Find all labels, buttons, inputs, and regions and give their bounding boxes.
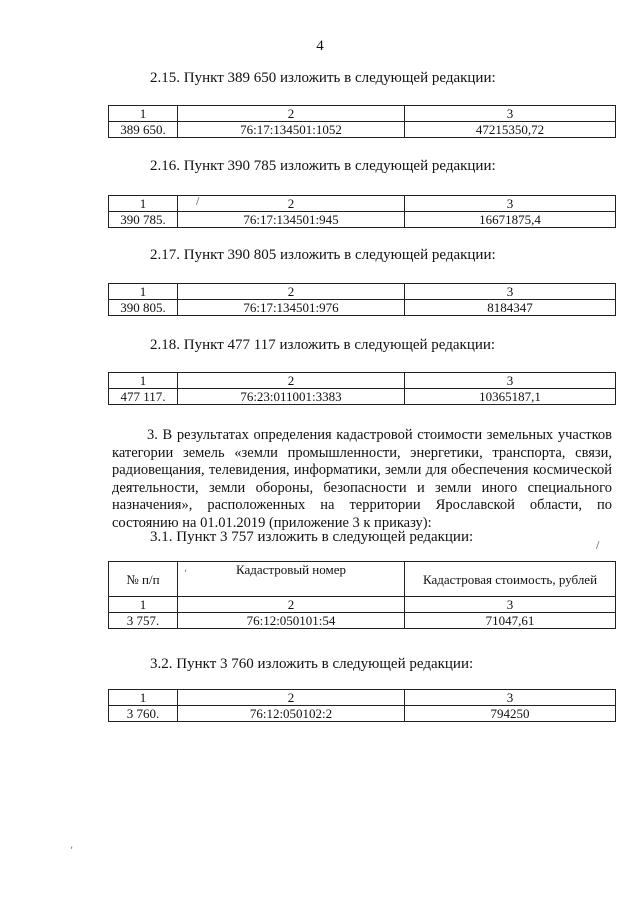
item-number-cell: 3 760. <box>109 706 178 722</box>
col-2-header: 2 <box>178 690 405 706</box>
cadastral-value-cell: 10365187,1 <box>405 389 616 405</box>
table-header-row <box>109 373 616 389</box>
scan-mark: / <box>196 196 200 207</box>
col-3-header: 3 <box>405 690 616 706</box>
col-3-header: 3 <box>405 196 616 212</box>
table-header-row <box>109 284 616 300</box>
table-3-2 <box>108 689 616 722</box>
page-number: 4 <box>316 38 324 54</box>
col-1-header: 1 <box>109 196 178 212</box>
item-number-cell: 389 650. <box>109 122 178 138</box>
table-header-row <box>109 196 616 212</box>
table-row <box>109 122 616 138</box>
col-number-title: № п/п <box>109 562 178 597</box>
col-1-header: 1 <box>109 284 178 300</box>
heading-2-17: 2.17. Пункт 390 805 изложить в следующей редакции: <box>150 247 496 263</box>
col-2-header: 2 <box>178 284 405 300</box>
cadastral-number-cell: 76:12:050101:54 <box>178 613 405 629</box>
cadastral-number-cell: 76:17:134501:1052 <box>178 122 405 138</box>
item-number-cell: 477 117. <box>109 389 178 405</box>
cadastral-value-cell: 8184347 <box>405 300 616 316</box>
col-3-header: 3 <box>405 284 616 300</box>
cadastral-value-cell: 71047,61 <box>405 613 616 629</box>
cadastral-number-cell: 76:12:050102:2 <box>178 706 405 722</box>
table-row <box>109 613 616 629</box>
cadastral-value-cell: 794250 <box>405 706 616 722</box>
scan-mark: , <box>70 840 74 851</box>
table-row <box>109 389 616 405</box>
col-1-header: 1 <box>109 690 178 706</box>
table-row <box>109 212 616 228</box>
table-2-16 <box>108 195 616 228</box>
table-header-row <box>109 690 616 706</box>
heading-2-18: 2.18. Пункт 477 117 изложить в следующей редакции: <box>150 337 496 353</box>
col-3-header: 3 <box>405 373 616 389</box>
col-cadastral-value-title: Кадастровая стоимость, рублей <box>405 562 616 597</box>
cadastral-value-cell: 47215350,72 <box>405 122 616 138</box>
col-2-header: 2 <box>178 373 405 389</box>
item-number-cell: 3 757. <box>109 613 178 629</box>
col-cadastral-number-title: Кадастровый номер <box>178 562 405 597</box>
item-number-cell: 390 805. <box>109 300 178 316</box>
table-2-17 <box>108 283 616 316</box>
cadastral-number-cell: 76:23:011001:3383 <box>178 389 405 405</box>
scan-mark: / <box>596 540 600 551</box>
col-3-header: 3 <box>405 106 616 122</box>
col-2-header: 2 <box>178 196 405 212</box>
col-2-header: 2 <box>178 106 405 122</box>
col-3-header: 3 <box>405 597 616 613</box>
table-row <box>109 300 616 316</box>
paragraph-3 <box>112 427 612 533</box>
heading-3-2: 3.2. Пункт 3 760 изложить в следующей редакции: <box>150 656 474 672</box>
heading-2-16: 2.16. Пункт 390 785 изложить в следующей редакции: <box>150 158 496 174</box>
item-number-cell: 390 785. <box>109 212 178 228</box>
cadastral-number-cell: 76:17:134501:945 <box>178 212 405 228</box>
cadastral-number-cell: 76:17:134501:976 <box>178 300 405 316</box>
col-1-header: 1 <box>109 106 178 122</box>
heading-3-1: 3.1. Пункт 3 757 изложить в следующей редакции: <box>150 529 474 545</box>
col-1-header: 1 <box>109 373 178 389</box>
table-row <box>109 706 616 722</box>
table-2-15 <box>108 105 616 138</box>
cadastral-value-cell: 16671875,4 <box>405 212 616 228</box>
table-2-18 <box>108 372 616 405</box>
col-2-header: 2 <box>178 597 405 613</box>
heading-2-15: 2.15. Пункт 389 650 изложить в следующей редакции: <box>150 70 496 86</box>
table-header-row <box>109 106 616 122</box>
paragraph-3-text: 3. В результатах определения кадастровой стоимости земельных участков категории земель «земли промышленности, энергетики, транспорта, связи, радиовещания, телевидения, информатики, земли для обеспечения космической деятельности, земли обороны, безопасности и земли иного специального назначения», расположенных на территории Ярославской области, по состоянию на 01.01.2019 (приложение 3 к приказу): <box>112 427 612 531</box>
col-1-header: 1 <box>109 597 178 613</box>
table-header-row <box>109 597 616 613</box>
scan-mark: , <box>184 563 188 574</box>
